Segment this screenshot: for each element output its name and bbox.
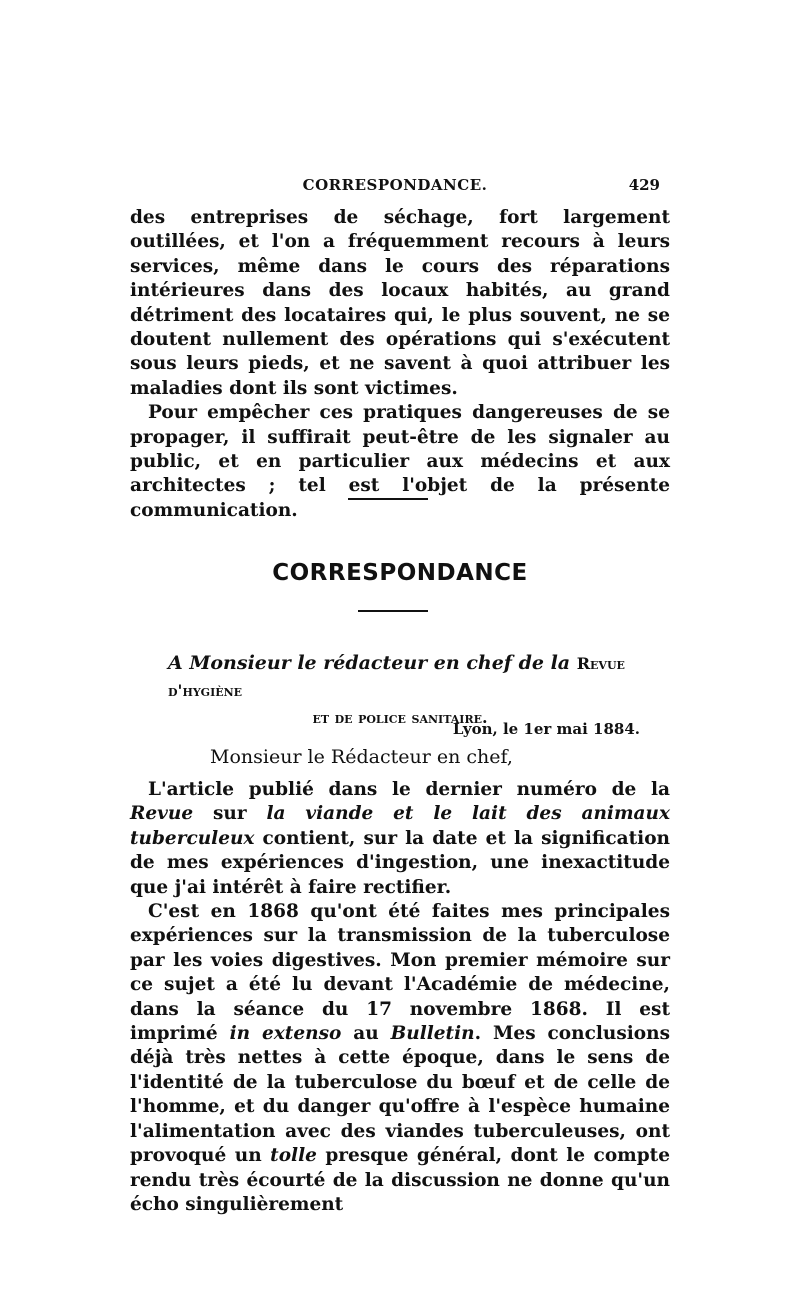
journal-title-italic: Revue [130,803,194,825]
page-number: 429 [628,176,660,194]
text-run: au [341,1023,391,1045]
letter-paragraph-2 [130,900,670,1217]
text-run: L'article publié dans le dernier numéro de la [148,779,670,800]
letter-place-date: Lyon, le 1er mai 1884. [452,720,640,738]
latin-phrase-italic: in extenso [229,1023,342,1045]
paragraph-drying-businesses: des entreprises de séchage, fort largement outillées, et l'on a fréquemment recours à leurs services, même dans le cours des réparations intérieures dans des locaux habités, au grand détriment des locataires qui, le plus souvent, ne se doutent nullement des opérations qui s'exécutent sous leurs pieds, et ne savent à quoi attribuer les maladies dont ils sont victimes. [130,207,670,399]
text-run: contient, sur la date et la signification de mes expériences d'ingestion, une inexactitude que j'ai intérêt à faire rectifier. [130,827,670,898]
journal-name-part2: et de police sanitaire. [312,708,488,727]
running-title: CORRESPONDANCE. [302,176,488,194]
letter-body [130,778,670,1217]
letter-paragraph-1 [130,778,670,900]
bulletin-italic: Bulletin [390,1023,475,1045]
letter-addressee [130,650,670,731]
text-run: presque général, dont le compte rendu très écourté de la discussion ne donne qu'un écho singulièrement [130,1145,670,1215]
journal-name-part1: Revue d'hygiène [168,654,625,700]
running-head [130,176,660,200]
section-divider-top [348,498,428,500]
text-run: sur [193,803,267,825]
addressee-prefix: A Monsieur le rédacteur en chef de la [168,652,571,674]
section-heading: CORRESPONDANCE [272,560,528,586]
text-run: C'est en 1868 qu'ont été faites mes principales expériences sur la transmission de la tuberculose par les voies digestives. Mon premier mémoire sur ce sujet a été lu devant l'Académie de médecine, dans la séance du 17 novembre 1868. Il est imprimé [130,901,670,1045]
paragraph-prevention: Pour empêcher ces pratiques dangereuses de se propager, il suffirait peut-être de les signaler au public, et en particulier aux médecins et aux architectes ; tel est l'objet de la présente communication. [130,402,670,521]
top-text-block [130,206,670,523]
letter-salutation: Monsieur le Rédacteur en chef, [210,746,513,768]
article-title-italic: la viande et le lait des animaux tuberculeux [130,803,670,849]
tolle-italic: tolle [270,1145,317,1167]
text-run: . Mes conclusions déjà très nettes à cette époque, dans le sens de l'identité de la tuberculose du bœuf et de celle de l'homme, et du danger qu'offre à l'espèce humaine l'alimentation avec des viandes tuberculeuses, ont provoqué un [130,1023,670,1167]
section-divider-bottom [358,610,428,612]
